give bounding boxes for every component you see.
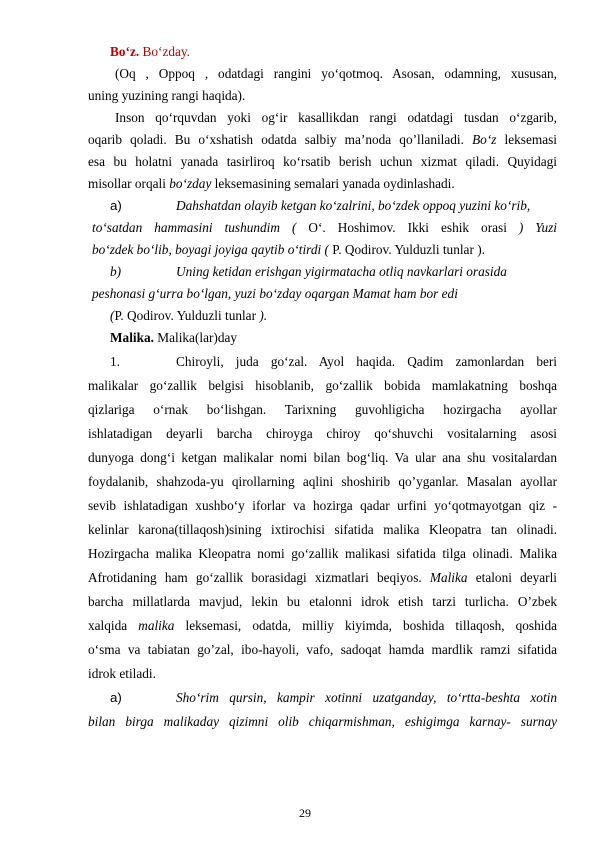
example-a: a) Dahshatdan olayib ketgan ko‘zalrini, bo‘zdek oppoq yuzini ko‘rib, xyxy=(110,198,531,213)
text-line: xalqida malika leksemasi, odatda, milliy kiyimda, boshida tillaqosh, qoshida xyxy=(88,618,557,633)
text-line: sevib ishlatadigan xushbo‘y iforlar va hozirga qadar urfini yo‘qotmayotgan qiz - xyxy=(88,498,557,513)
text-line: bilan birga malikaday qizimni olib chiqarmishman, eshigimga karnay- surnay xyxy=(88,714,557,729)
text-line: peshonasi g‘urra bo‘lgan, yuzi bo‘zday oqargan Mamat ham bor edi xyxy=(92,286,458,301)
entry-heading xyxy=(110,330,557,346)
numbered-item: 1. Chiroyli, juda go‘zal. Ayol haqida. Qadim zamonlardan beri xyxy=(110,354,557,369)
page-number: 29 xyxy=(299,806,311,820)
entry-heading xyxy=(110,44,557,60)
text-line: idrok etiladi. xyxy=(88,666,156,681)
item-number: 1. xyxy=(110,354,120,369)
example-label: b) xyxy=(110,264,122,279)
text-line: bo‘zdek bo‘lib, boyagi joyiga qaytib o‘tirdi ( P. Qodirov. Yulduzli tunlar ). xyxy=(92,242,485,257)
text-line: kelinlar karona(tillaqosh)sining ixtirochisi sifatida malika Kleopatra tan olinadi. xyxy=(88,522,557,537)
example-b: b) Uning ketidan erishgan yigirmatacha otliq navkarlari orasida xyxy=(110,264,507,279)
text-line: barcha millatlarda mavjud, lekin bu etalonni idrok etish tarzi turlicha. O’zbek xyxy=(88,594,557,609)
text-line: qizlariga o‘rnak bo‘lishgan. Tarixning guvohligicha hozirgacha ayollar xyxy=(88,402,557,417)
entry-term: Bo‘z. xyxy=(110,44,140,59)
text-line: malikalar go‘zallik belgisi hisoblanib, go‘zallik bobida mamlakatning boshqa xyxy=(88,378,557,393)
text-line: (P. Qodirov. Yulduzli tunlar ). xyxy=(110,308,268,323)
text-line: Afrotidaning ham go‘zallik borasidagi xizmatlari beqiyos. Malika etaloni deyarli xyxy=(88,570,557,585)
text-line: to‘satdan hammasini tushundim ( O‘. Hoshimov. Ikki eshik orasi ) Yuzi xyxy=(92,220,557,235)
text-line: (Oq , Oppoq , odatdagi rangini yo‘qotmoq. Asosan, odamning, xususan, xyxy=(115,66,557,81)
entry-term: Malika. xyxy=(110,330,154,345)
text-line: o‘sma va tabiatan go’zal, ibo-hayoli, vafo, sadoqat hamda mardlik ramzi sifatida xyxy=(88,642,557,657)
text-line: esa bu holatni yanada tasirliroq ko‘rsatib berish uchun xizmat qiladi. Quyidagi xyxy=(88,154,557,169)
text-line: uning yuzining rangi haqida). xyxy=(88,88,246,103)
text-line: dunyoga dong‘i ketgan malikalar nomi bilan bog‘liq. Va ular ana shu vositalardan xyxy=(88,450,557,465)
entry-gloss: Bo‘zday. xyxy=(142,44,191,59)
example-c: a) Sho‘rim qursin, kampir xotinni uzatganday, to‘rtta-beshta xotin xyxy=(110,690,557,705)
entry-gloss: Malika(lar)day xyxy=(153,330,238,345)
text-line: Inson qo‘rquvdan yoki og‘ir kasallikdan rangi odatdagi tusdan o‘zgarib, xyxy=(115,110,557,125)
text-line: foydalanib, shahzoda-yu qirollarning aqlini shoshirib qo’yganlar. Masalan ayollar xyxy=(88,474,557,489)
example-label: a) xyxy=(110,198,122,213)
text-line: ishlatadigan deyarli barcha chiroyga chiroy qo‘shuvchi vositalarning asosi xyxy=(88,426,557,441)
example-label: a) xyxy=(110,690,122,705)
text-line: misollar orqali bo‘zday leksemasining semalari yanada oydinlashadi. xyxy=(88,176,455,191)
text-line: oqarib qoladi. Bu o‘xshatish odatda salbiy ma’noda qo’llaniladi. Bo‘z leksemasi xyxy=(88,132,557,147)
text-line: Hozirgacha malika Kleopatra nomi go‘zallik malikasi sifatida tilga olinadi. Malika xyxy=(88,546,557,561)
